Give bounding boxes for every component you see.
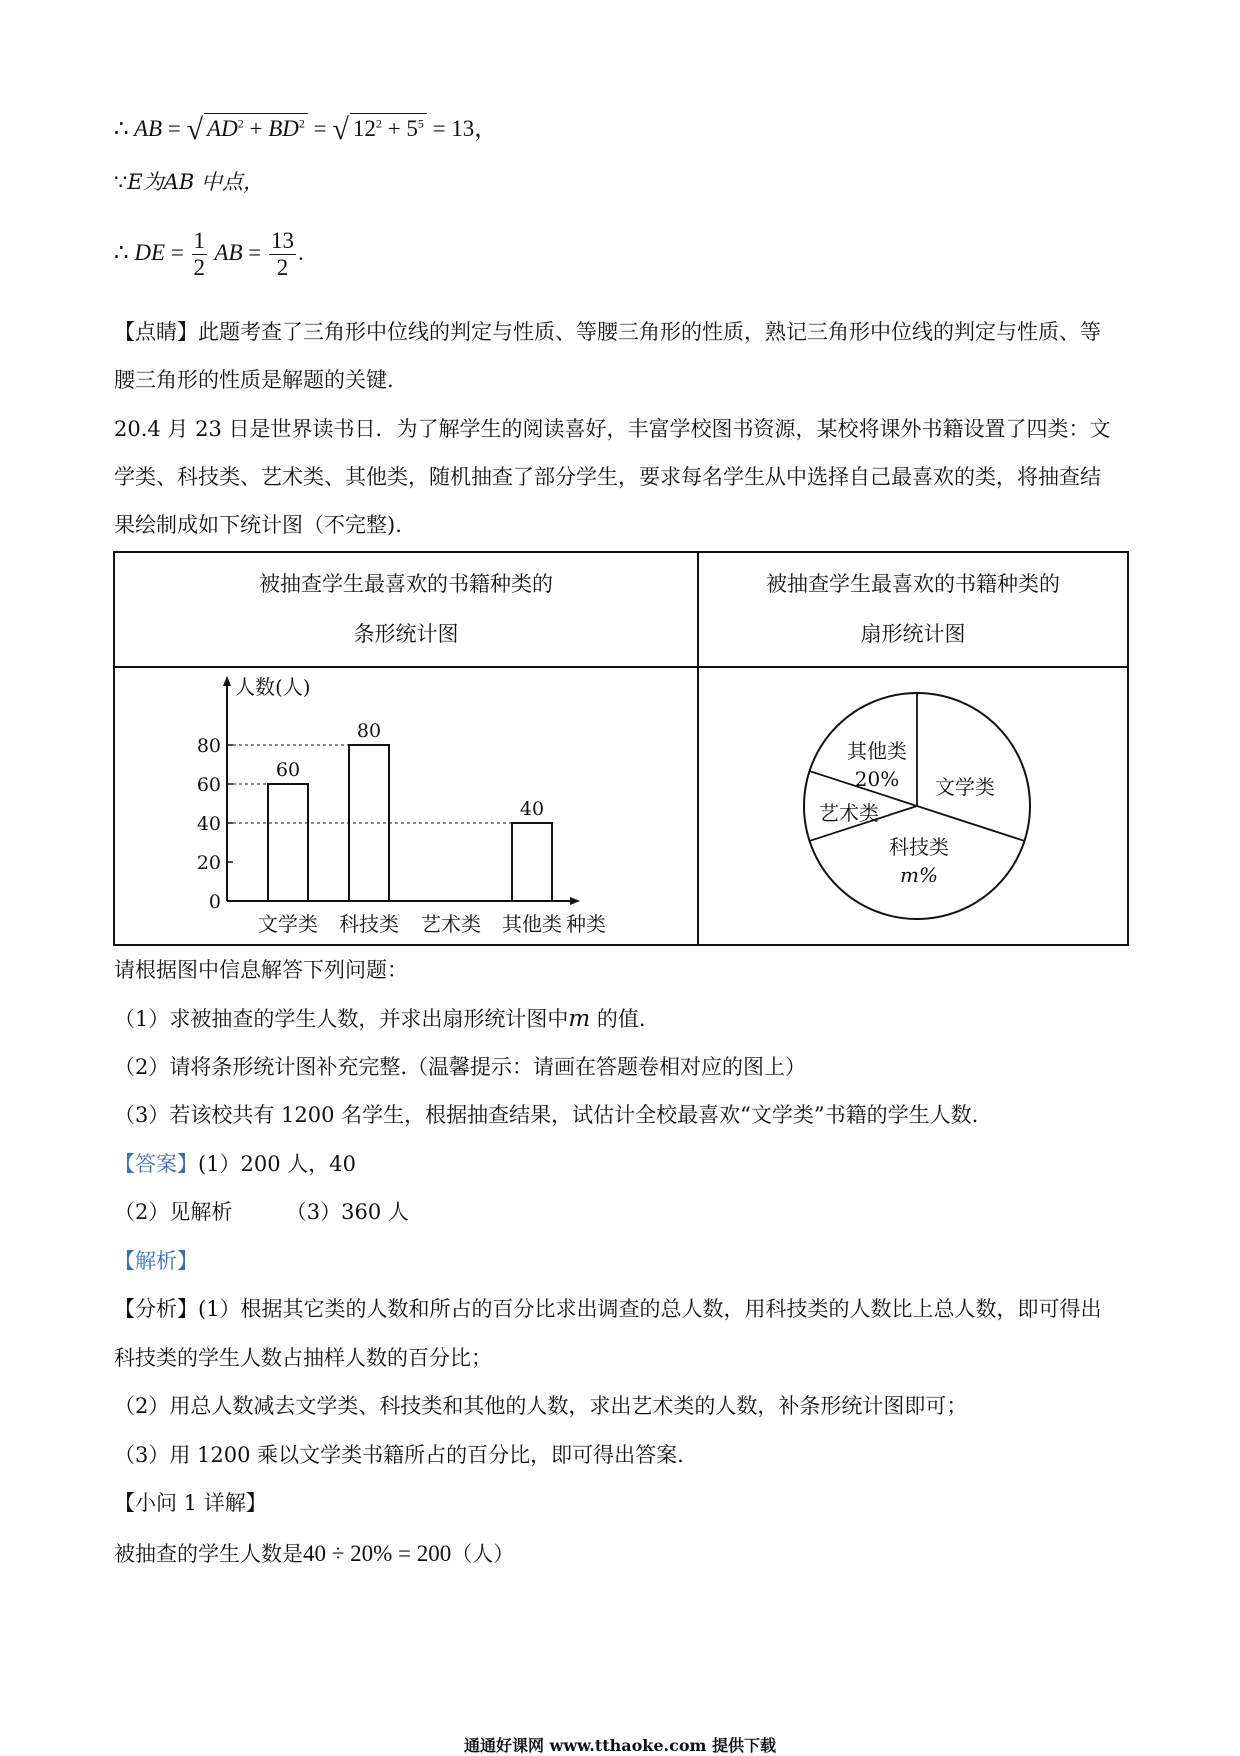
de-label: DE — [134, 239, 166, 265]
variable-m: m — [568, 1006, 591, 1032]
math-line-midpoint — [114, 170, 264, 195]
bar-chart-title — [115, 559, 697, 659]
x-tick-label: 科技类 — [339, 912, 399, 936]
answer-line-2: （2）见解析 （3）360 人 — [114, 1200, 409, 1224]
equals-sign: = — [167, 116, 181, 141]
period: . — [297, 239, 304, 265]
y-tick-label: 40 — [196, 813, 221, 835]
x-tick-label: 艺术类 — [421, 912, 481, 936]
math-line-ab — [114, 112, 497, 148]
equals-sign: = — [432, 116, 446, 141]
pie-slice-percent: 20% — [854, 767, 900, 791]
pie-chart-title — [699, 559, 1127, 659]
ab-label: AB — [214, 239, 243, 265]
equals-sign: = — [313, 116, 327, 141]
sqrt-icon: √ — [186, 113, 204, 146]
analysis-step-3: （3）用 1200 乘以文学类书籍所占的百分比，即可得出答案. — [114, 1443, 684, 1467]
answer-line-1 — [114, 1152, 356, 1177]
questions-intro: 请根据图中信息解答下列问题： — [114, 958, 408, 982]
equals-sign: = — [248, 239, 262, 265]
question-1-text: （1）求被抽查的学生人数，并求出扇形统计图中 — [114, 1007, 569, 1031]
analysis-tag: 【解析】 — [114, 1249, 198, 1273]
sub1-text: 被抽查的学生人数是 — [114, 1542, 303, 1566]
y-axis-label: 人数(人) — [235, 675, 311, 699]
comma: ， — [474, 116, 498, 141]
x-tick-label: 其他类 — [502, 912, 562, 936]
pie-slice-label: 艺术类 — [819, 801, 879, 825]
question-3: （3）若该校共有 1200 名学生，根据抽查结果，试估计全校最喜欢“文学类”书籍的学生人数. — [114, 1103, 979, 1127]
midpoint-text: E为AB 中点， — [127, 170, 264, 194]
x-axis-arrow-icon — [570, 897, 580, 905]
x-tick-label: 文学类 — [258, 912, 318, 936]
bar-chart — [115, 668, 695, 944]
fraction-13-2: $\frac{13}{2}$ — [270, 228, 294, 280]
problem-line-1: 20.4 月 23 日是世界读书日．为了解学生的阅读喜好，丰富学校图书资源，某校将课外书籍设置了四类：文 — [114, 417, 1111, 441]
y-axis-arrow-icon — [223, 676, 231, 686]
footer-watermark: 通通好课网 www.tthaoke.com 提供下载 — [463, 1736, 777, 1755]
x-axis-label: 种类 — [566, 912, 606, 936]
question-1 — [114, 1006, 646, 1034]
fenxi-line-2: 科技类的学生人数占抽样人数的百分比； — [114, 1346, 492, 1370]
radicand-2: $12^2 + 5^5$ — [350, 113, 427, 143]
bar — [268, 784, 308, 901]
equals-sign: = — [170, 239, 184, 265]
problem-line-3: 果绘制成如下统计图（不完整). — [114, 513, 402, 537]
bar-value-label: 60 — [275, 759, 301, 781]
pie-slice-percent: m% — [900, 863, 938, 887]
dianjing-line-1: 【点睛】此题考查了三角形中位线的判定与性质、等腰三角形的性质，熟记三角形中位线的判定与性质、等 — [114, 320, 1101, 344]
sqrt-icon: √ — [332, 113, 349, 146]
y-tick-label: 20 — [196, 852, 221, 874]
pie-slice-label: 科技类 — [889, 835, 949, 859]
result-13: 13 — [451, 116, 475, 141]
radicand-1: $AD^2 + BD^2$ — [204, 113, 308, 143]
question-1-tail: 的值. — [590, 1007, 646, 1031]
problem-line-2: 学类、科技类、艺术类、其他类，随机抽查了部分学生，要求每名学生从中选择自己最喜欢的类，将抽查结 — [114, 465, 1101, 489]
question-2: （2）请将条形统计图补充完整.（温馨提示：请画在答题卷相对应的图上） — [114, 1055, 807, 1079]
pie-chart-title-line-1: 被抽查学生最喜欢的书籍种类的 — [766, 572, 1060, 596]
bar-value-label: 40 — [519, 798, 545, 820]
bar-value-label: 80 — [356, 720, 382, 742]
analysis-step-2: （2）用总人数减去文学类、科技类和其他的人数，求出艺术类的人数，补条形统计图即可； — [114, 1394, 968, 1418]
bar-chart-title-line-1: 被抽查学生最喜欢的书籍种类的 — [259, 572, 553, 596]
pie-slice-label: 其他类 — [847, 739, 907, 763]
sub1-unit: （人） — [451, 1542, 515, 1566]
charts-table — [113, 551, 1129, 946]
therefore-symbol: ∴ — [114, 116, 129, 141]
pie-chart — [699, 668, 1127, 944]
y-tick-label: 60 — [196, 774, 221, 796]
answer-1: (1）200 人，40 — [198, 1152, 357, 1176]
because-symbol: ∵ — [114, 170, 128, 194]
y-tick-label: 80 — [196, 735, 221, 757]
answer-tag: 【答案】 — [114, 1152, 198, 1176]
therefore-symbol: ∴ — [114, 239, 129, 265]
pie-chart-title-line-2: 扇形统计图 — [860, 622, 966, 646]
fenxi-line-1: 【分析】(1）根据其它类的人数和所占的百分比求出调查的总人数，用科技类的人数比上总人数，即可得出 — [114, 1297, 1102, 1321]
dianjing-line-2: 腰三角形的性质是解题的关键. — [114, 368, 394, 392]
ab-label: AB — [133, 116, 163, 141]
y-tick-label: 0 — [208, 891, 221, 913]
fraction-half: $\frac{1}{2}$ — [193, 228, 206, 280]
math-line-de — [114, 228, 304, 281]
pie-slice-label: 文学类 — [935, 775, 995, 799]
bar — [512, 823, 552, 901]
sub1-equation: 40 ÷ 20% = 200 — [303, 1541, 452, 1566]
sub1-title: 【小问 1 详解】 — [114, 1491, 267, 1515]
bar-chart-title-line-2: 条形统计图 — [353, 622, 459, 646]
sub1-line — [114, 1540, 514, 1568]
